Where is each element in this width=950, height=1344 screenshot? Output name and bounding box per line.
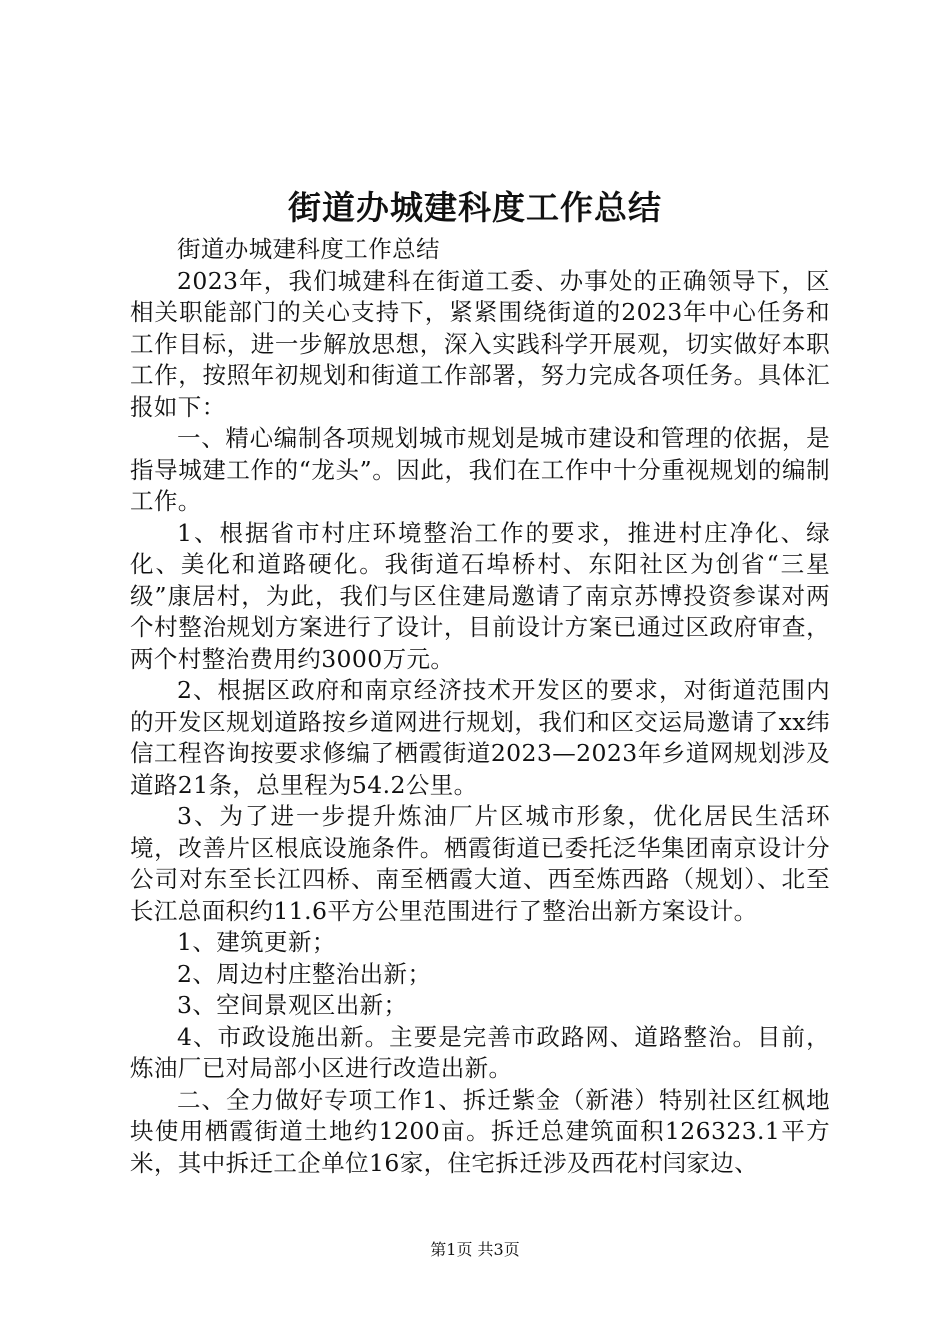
paragraph-section-two: 二、全力做好专项工作1、拆迁紫金（新港）特别社区红枫地块使用栖霞街道土地约1200亩。拆迁总建筑面积126323.1平方米，其中拆迁工企单位16家，住宅拆迁涉及西花村闫家边、 [130,1085,830,1177]
list-item-landscape: 3、空间景观区出新； [177,991,408,1019]
paragraph-subtitle: 街道办城建科度工作总结 [177,235,440,263]
page-footer: 第1页 共3页 [430,1240,520,1259]
document-title: 街道办城建科度工作总结 [288,188,662,227]
document-body [130,234,830,1179]
list-item-villages: 2、周边村庄整治出新； [177,959,432,988]
list-item-building: 1、建筑更新； [177,928,336,956]
paragraph-item-2: 2、根据区政府和南京经济技术开发区的要求，对街道范围内的开发区规划道路按乡道网进行规划，我们和区交运局邀请了xx纬信工程咨询按要求修编了栖霞街道2023—2023年乡道网规划涉及道路21条，总里程为54.2公里。 [130,676,830,799]
paragraph-section-one: 一、精心编制各项规划城市规划是城市建设和管理的依据，是指导城建工作的“龙头”。因此，我们在工作中十分重视规划的编制工作。 [130,424,830,515]
list-item-municipal: 4、市政设施出新。主要是完善市政路网、道路整治。目前，炼油厂已对局部小区进行改造出新。 [130,1022,830,1082]
paragraph-item-1: 1、根据省市村庄环境整治工作的要求，推进村庄净化、绿化、美化和道路硬化。我街道石埠桥村、东阳社区为创省“三星级”康居村，为此，我们与区住建局邀请了南京苏博投资参谋对两个村整治规划方案进行了设计，目前设计方案已通过区政府审查，两个村整治费用约3000万元。 [130,518,830,673]
paragraph-intro: 2023年，我们城建科在街道工委、办事处的正确领导下，区相关职能部门的关心支持下，紧紧围绕街道的2023年中心任务和工作目标，进一步解放思想，深入实践科学开展观，切实做好本职工作，按照年初规划和街道工作部署，努力完成各项任务。具体汇报如下： [130,266,830,421]
paragraph-item-3: 3、为了进一步提升炼油厂片区城市形象，优化居民生活环境，改善片区根底设施条件。栖霞街道已委托泛华集团南京设计分公司对东至长江四桥、南至栖霞大道、西至炼西路（规划）、北至长江总面积约11.6平方公里范围进行了整治出新方案设计。 [130,802,830,925]
